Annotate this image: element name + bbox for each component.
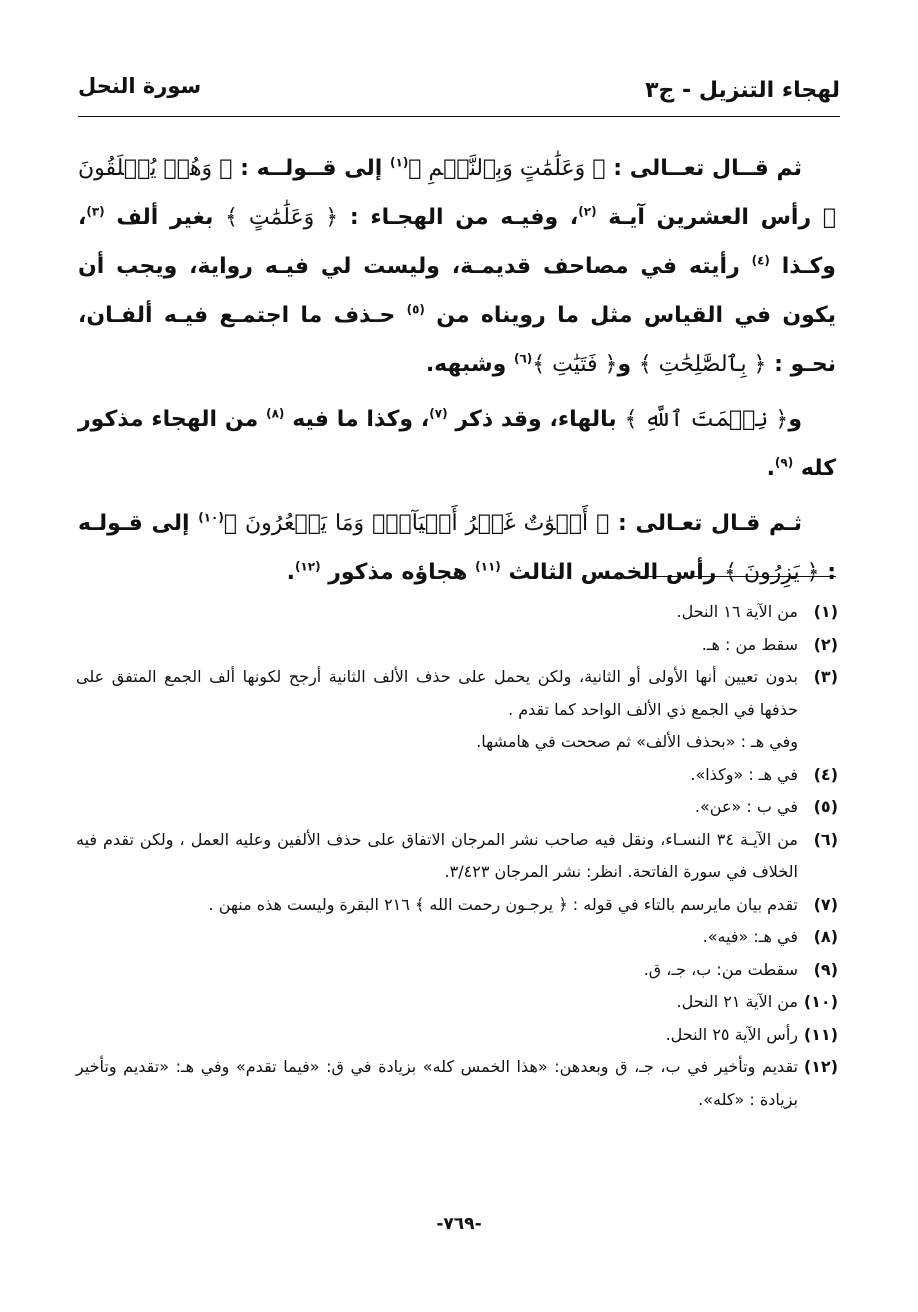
footnote-10 [76,986,838,1019]
footnote-text: في هـ: «فيه». [702,927,798,946]
text-run: . [766,456,775,481]
footnote-text: من الآيـة ٣٤ النسـاء، ونقل فيه صاحب نشر المرجان الاتفاق على حذف الألفين وعليه العمل ، ولكن تقدم فيه الخلاف في سورة الفاتحة. انظر: نشر المرجان ٣/٤٢٣. [76,829,798,881]
quran-verse: ﴿ وَعَلَٰمَٰتٍ وَبِٱلنَّجۡمِ ﴾ [408,156,606,181]
text-run: ، وكـذا [78,205,836,279]
page-number: -٧٦٩- [436,1214,482,1234]
quran-verse: ﴿ فَتَيَٰتِ ﴾ [532,352,618,377]
footnote-marker: (٢) [578,204,597,219]
footnote-number: (٤) [813,764,838,784]
footnote-marker: (١٢) [294,559,321,574]
footnote-separator [640,576,836,577]
footnote-marker: (١٠) [198,510,224,525]
paragraph-3 [78,499,836,597]
text-run: رأس الخمس الثالث [500,560,725,585]
footnotes [76,596,838,1116]
text-run: هجاؤه مذكور [320,560,476,585]
footnote-text: في ب : «عن». [694,797,798,816]
footnote-text: تقديم وتأخير في ب، جـ، ق وبعدهن: «هذا الخمس كله» بزيادة في ق: «فيما تقدم» وفي هـ: «تقديم وتأخير بزيادة : «كله». [76,1057,798,1109]
footnote-text: من الآية ١٦ النحل. [676,602,798,621]
footnote-number: (٩) [813,959,838,979]
book-title: لهجاء التنزيل - ج٣ [645,78,840,103]
footnote-text: في هـ : «وكذا». [690,764,798,784]
quran-verse: ﴿ يَزِرُونَ ﴾ [724,560,820,585]
text-run: و [788,407,802,432]
text-run: . [286,560,295,585]
footnote-marker: (٥) [406,302,425,317]
footnote-number: (٧) [813,894,838,914]
footnote-12 [76,1051,838,1116]
footnote-marker: (٤) [751,253,770,268]
text-run: من الهجاء مذكور كله [78,407,836,481]
footnote-text: سقطت من: ب، جـ، ق. [643,959,798,979]
footnote-marker: (١١) [475,559,501,574]
footnote-6 [76,824,838,889]
text-run: ثـم قـال تعـالى : [609,511,803,536]
text-run: و [617,352,639,377]
text-run: رأيته في مصاحف قديمـة، وليست لي فيـه رواية، ويجب أن يكون في القياس مثل ما رويناه من [78,254,836,328]
footnote-text: تقدم بيان مايرسم بالتاء في قوله : ﴿ يرجـون رحمت الله ﴾ ٢١٦ البقرة وليست هذه منهن . [208,894,798,914]
text-run: ، وفيـه من الهجـاء : [338,205,579,230]
footnote-text: رأس الآية ٢٥ النحل. [665,1024,798,1044]
footnote-number: (١١) [803,1024,838,1044]
footnote-marker: (٣) [86,204,105,219]
text-run: ثم قــال تعــالى : [605,156,803,181]
text-run: وشبهه. [425,352,514,377]
footnote-marker: (٨) [266,406,285,421]
footnote-number: (٨) [813,927,838,946]
quran-verse: ﴿ بِٱلصَّٰلِحَٰتِ ﴾ [638,352,767,377]
footnote-4 [76,759,838,792]
footnote-number: (٣) [813,667,838,686]
text-run: إلى قــولــه : [232,156,390,181]
text-run: إلى قـولـه : [78,511,836,585]
quran-verse: ﴿ نِعۡمَتَ ٱللَّهِ ﴾ [624,407,789,432]
footnote-number: (٢) [813,634,838,654]
footnote-number: (٥) [813,797,838,816]
text-run: بغير ألف [104,205,226,230]
quran-verse: ﴿ وَعَلَٰمَٰتٍ ﴾ [225,205,339,230]
text-run: بالهاء، وقد ذكر [447,407,625,432]
quran-verse: ﴿ أَمۡوَٰتٌ غَيۡرُ أَحۡيَآءٖۖ وَمَا يَشۡعُرُونَ ﴾ [223,511,610,536]
footnote-3 [76,661,838,759]
footnote-text-extra: وفي هـ : «بحذف الألف» ثم صححت في هامشها. [476,732,798,751]
text-run: رأس العشرين آيـة [596,205,823,230]
paragraph-2 [78,395,836,493]
footnote-text: سقط من : هـ. [701,634,798,654]
footnote-5 [76,791,838,824]
running-header [78,72,840,117]
footnote-number: (٦) [813,829,838,849]
main-text [78,144,836,603]
footnote-8 [76,921,838,954]
footnote-11 [76,1019,838,1052]
text-run: حـذف ما اجتمـع فيـه ألفـان، نحـو : [78,303,836,377]
footnote-marker: (٧) [429,406,448,421]
paragraph-1 [78,144,836,389]
footnote-number: (١٢) [803,1057,838,1076]
footnote-text: من الآية ٢١ النحل. [676,992,798,1011]
footnote-number: (١) [813,602,838,621]
footnote-marker: (٩) [774,455,794,470]
quran-verse: ﴿ وَهُمۡ يُخۡلَقُونَ ﴾ [78,156,837,230]
footnote-7 [76,889,838,922]
footnote-9 [76,954,838,987]
text-run: ، وكذا ما فيه [284,407,430,432]
footnote-number: (١٠) [803,992,838,1011]
footnote-1 [76,596,838,629]
footnote-marker: (١) [390,155,409,170]
surah-name: سورة النحل [78,74,202,98]
footnote-marker: (٦) [513,351,533,366]
footnote-text: بدون تعيين أنها الأولى أو الثانية، ولكن يحمل على حذف الألف الثانية أرجح لكونها ألف الجمع المتفق على حذفها في الجمع ذي الألف الواحد كما تقدم . [76,667,798,719]
footnote-2 [76,629,838,662]
footnote-text-group [76,661,798,759]
